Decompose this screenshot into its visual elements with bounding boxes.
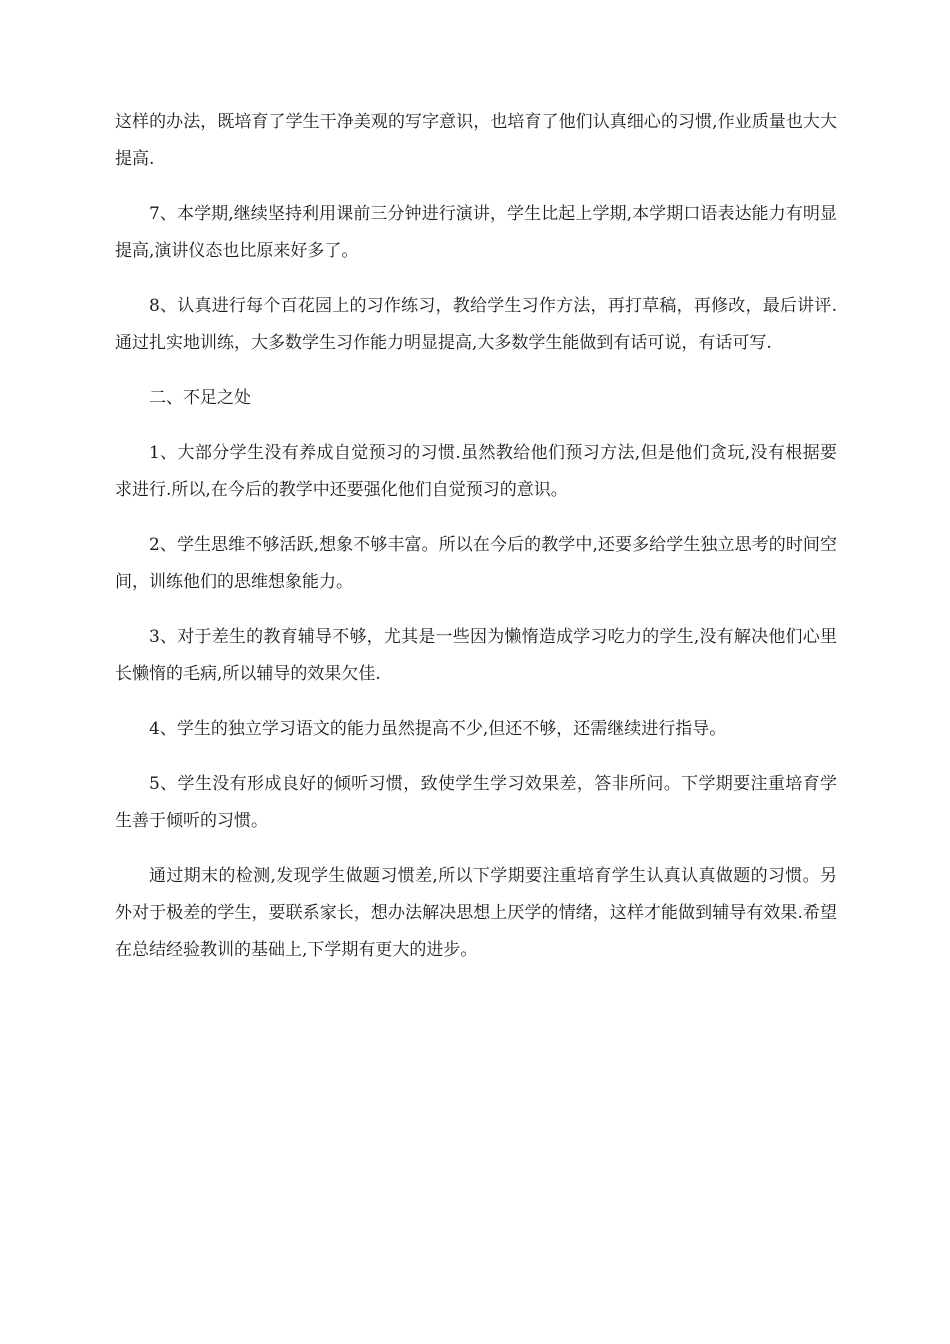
paragraph-shortcoming-2: 2、学生思维不够活跃,想象不够丰富。所以在今后的教学中,还要多给学生独立思考的时间空间，训练他们的思维想象能力。 — [115, 535, 837, 592]
paragraph-shortcoming-1: 1、大部分学生没有养成自觉预习的习惯.虽然教给他们预习方法,但是他们贪玩,没有根据要求进行.所以,在今后的教学中还要强化他们自觉预习的意识。 — [115, 443, 837, 500]
paragraph-shortcoming-5: 5、学生没有形成良好的倾听习惯，致使学生学习效果差，答非所问。下学期要注重培育学生善于倾听的习惯。 — [115, 774, 837, 831]
paragraph-item-7: 7、本学期,继续坚持利用课前三分钟进行演讲，学生比起上学期,本学期口语表达能力有明显提高,演讲仪态也比原来好多了。 — [115, 204, 837, 261]
paragraph-item-8: 8、认真进行每个百花园上的习作练习，教给学生习作方法，再打草稿，再修改，最后讲评.通过扎实地训练，大多数学生习作能力明显提高,大多数学生能做到有话可说，有话可写. — [115, 296, 837, 353]
paragraph-shortcoming-4: 4、学生的独立学习语文的能力虽然提高不少,但还不够，还需继续进行指导。 — [149, 719, 727, 739]
section-heading-shortcomings: 二、不足之处 — [149, 388, 251, 408]
paragraph-continuation: 这样的办法，既培育了学生干净美观的写字意识，也培育了他们认真细心的习惯,作业质量也大大提高. — [115, 112, 837, 169]
paragraph-conclusion: 通过期末的检测,发现学生做题习惯差,所以下学期要注重培育学生认真认真做题的习惯。另外对于极差的学生，要联系家长，想办法解决思想上厌学的情绪，这样才能做到辅导有效果.希望在总结经验教训的基础上,下学期有更大的进步。 — [115, 866, 837, 960]
document-body — [115, 104, 837, 987]
paragraph-shortcoming-3: 3、对于差生的教育辅导不够，尤其是一些因为懒惰造成学习吃力的学生,没有解决他们心里长懒惰的毛病,所以辅导的效果欠佳. — [115, 627, 837, 684]
